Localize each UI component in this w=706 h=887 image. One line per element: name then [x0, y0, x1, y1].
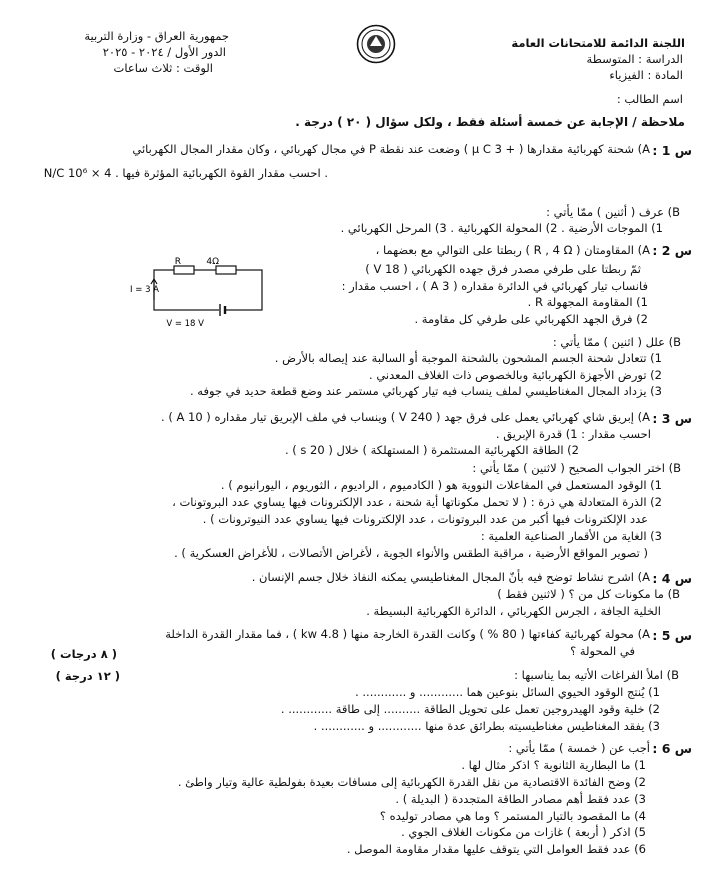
q3-number: س 3 : — [652, 411, 692, 426]
q3-a-line1: A) إبريق شاي كهربائي يعمل على فرق جهد ( 240 V ) وينساب في ملف الإبريق تيار مقداره ( 10 A ) . — [161, 410, 650, 424]
student-name-label: اسم الطالب : — [616, 92, 683, 106]
q6-item4: 4) ما المقصود بالتيار المستمر ؟ وما هي مصادر توليده ؟ — [379, 809, 646, 823]
resistor-r-icon — [174, 266, 194, 274]
q4-number: س 4 : — [652, 571, 692, 586]
q3-a-line2: احسب مقدار : 1) قدرة الإبريق . — [495, 427, 651, 441]
committee-name: اللجنة الدائمة للامتحانات العامة — [511, 36, 685, 50]
q2-a-line3: فانساب تيار كهربائي في الدائرة مقداره ( 3 A ) ، احسب مقدار : — [341, 279, 648, 293]
q4-a-line: A) اشرح نشاط توضح فيه بأنّ المجال المغناطيسي يمكنه النفاذ خلال جسم الإنسان . — [251, 570, 650, 584]
exam-round: الدور الأول / ٢٠٢٤ - ٢٠٢٥ — [102, 45, 226, 59]
q5-a-line2: في المحولة ؟ — [570, 644, 635, 658]
subject: المادة : الفيزياء — [609, 68, 683, 82]
q5-b-item2: 2) خلية وقود الهيدروجين تعمل على تحويل الطاقة .......... إلى طاقة ............ . — [280, 702, 660, 716]
q6-number: س 6 : — [652, 741, 692, 756]
q6-item5: 5) اذكر ( أربعة ) غازات من مكونات الغلاف الجوي . — [401, 825, 646, 839]
q5-a-line1: A) محولة كهربائية كفاءتها ( 80 % ) وكانت القدرة الخارجة منها ( 4.8 kw ) ، فما مقدار القدرة الداخلة — [165, 627, 650, 641]
q2-b-item1: 1) تتعادل شحنة الجسم المشحون بالشحنة الموجبة أو السالبة عند إيصاله بالأرض . — [274, 351, 662, 365]
q2-b-item3: 3) يزداد المجال المغناطيسي لملف ينساب فيه تيار كهربائي مستمر عند وضع قطعة حديد في جوفه . — [189, 384, 662, 398]
q6-item1: 1) ما البطارية الثانوية ؟ اذكر مثال لها . — [461, 758, 646, 772]
q3-b-item2-cont: عدد الإلكترونات فيها أكبر من عدد البروتونات ، عدد الإلكترونات فيها يساوي عدد النيوترونات ) . — [202, 512, 648, 526]
q3-b-item3-options: ( تصوير المواقع الأرضية ، مراقبة الطقس والأنواء الجوية ، لأغراض الأتصالات ، للأغراض العسكرية ) . — [174, 546, 648, 560]
q2-a-line4: 1) المقاومة المجهولة R . — [527, 295, 648, 309]
q4-b-head: B) ما مكونات كل من ؟ ( لاثنين فقط ) — [497, 587, 680, 601]
q2-b-item2: 2) تورض الأجهزة الكهربائية وبالخصوص ذات الغلاف المعدني . — [369, 368, 662, 382]
ministry-seal-icon — [356, 24, 396, 64]
circuit-r-label: R — [174, 257, 181, 267]
q5-b-item3: 3) يفقد المغناطيس مغناطيسيته بطرائق عدة منها ............ و ............ . — [313, 719, 660, 733]
q6-head: أجب عن ( خمسة ) ممّا يأتي : — [508, 741, 650, 755]
q5-b-item1: 1) يُنتج الوقود الحيوي السائل بنوعين هما ............ و ............ . — [355, 685, 660, 699]
q1-number: س 1 : — [652, 143, 692, 158]
circuit-current-label: I = 3 A — [130, 285, 159, 295]
q2-b-head: B) علل ( اثنين ) ممّا يأتي : — [552, 335, 681, 349]
q2-a-line1: A) المقاومتان ( R , 4 Ω ) ربطتا على التوالي مع بعضهما ، — [375, 243, 650, 257]
q5-b-head: B) املأ الفراغات الأتيه بما يناسبها : — [514, 668, 679, 682]
exam-note: ملاحظة / الإجابة عن خمسة أسئلة فقط ، ولكل سؤال ( ٢٠ ) درجة . — [295, 115, 685, 129]
exam-time: الوقت : ثلاث ساعات — [113, 61, 213, 75]
q2-a-line5: 2) فرق الجهد الكهربائي على طرفي كل مقاومة . — [414, 312, 648, 326]
q3-a-line3: 2) الطاقة الكهربائية المستثمرة ( المستهلكة ) خلال ( 20 s ) . — [284, 443, 579, 457]
q5-number: س 5 : — [652, 628, 692, 643]
study-level: الدراسة : المتوسطة — [586, 52, 683, 66]
q6-item6: 6) عدد فقط العوامل التي يتوقف عليها مقدار مقاومة الموصل . — [346, 842, 646, 856]
q2-number: س 2 : — [652, 243, 692, 258]
series-circuit-diagram — [130, 256, 268, 330]
q1-a-line1: A) شحنة كهربائية مقدارها ( + 3 μ C ) وضعت عند نقطة P في مجال كهربائي ، وكان مقدار المجال الكهربائي — [132, 142, 650, 156]
q2-a-line2: ثمّ ربطتا على طرفي مصدر فرق جهده الكهربائي ( 18 V ) — [365, 262, 641, 276]
q3-b-head: B) اختر الجواب الصحيح ( لاثنين ) ممّا يأتي : — [472, 461, 681, 475]
q1-a-line2: . احسب مقدار القوة الكهربائية المؤثرة فيها . 4 × 10⁶ N/C — [43, 166, 328, 180]
circuit-4ohm-label: 4Ω — [206, 257, 219, 267]
q4-b-items: الخلية الجافة ، الجرس الكهربائي ، الدائرة الكهربائية البسيطة . — [366, 604, 661, 618]
circuit-voltage-label: V = 18 V — [166, 319, 204, 329]
q1-b-head: B) عرف ( أثنين ) ممّا يأتي : — [546, 205, 680, 219]
q3-b-item3: 3) الغاية من الأقمار الصناعية العلمية : — [480, 529, 662, 543]
q3-b-item1: 1) الوقود المستعمل في المفاعلات النووية هو ( الكادميوم ، الراديوم ، الثوريوم ، اليورانيوم ) . — [220, 478, 662, 492]
resistor-4ohm-icon — [216, 266, 236, 274]
q5-b-marks: ( ١٢ درجة ) — [55, 669, 120, 683]
q3-b-item2: 2) الذرة المتعادلة هي ذرة : ( لا تحمل مكوناتها أية شحنة ، عدد الإلكترونات فيها يساوي عدد البروتونات ، — [172, 495, 662, 509]
ministry-name: جمهورية العراق - وزارة التربية — [84, 29, 229, 43]
q1-b-items: 1) الموجات الأرضية . 2) المحولة الكهربائية . 3) المرحل الكهربائي . — [340, 221, 663, 235]
q5-a-marks: ( ٨ درجات ) — [50, 647, 117, 661]
q6-item2: 2) وضح الفائدة الاقتصادية من نقل القدرة الكهربائية إلى مسافات بعيدة بفولطية عالية وتيار واطئ . — [177, 775, 646, 789]
q6-item3: 3) عدد فقط أهم مصادر الطاقة المتجددة ( البديلة ) . — [395, 792, 646, 806]
